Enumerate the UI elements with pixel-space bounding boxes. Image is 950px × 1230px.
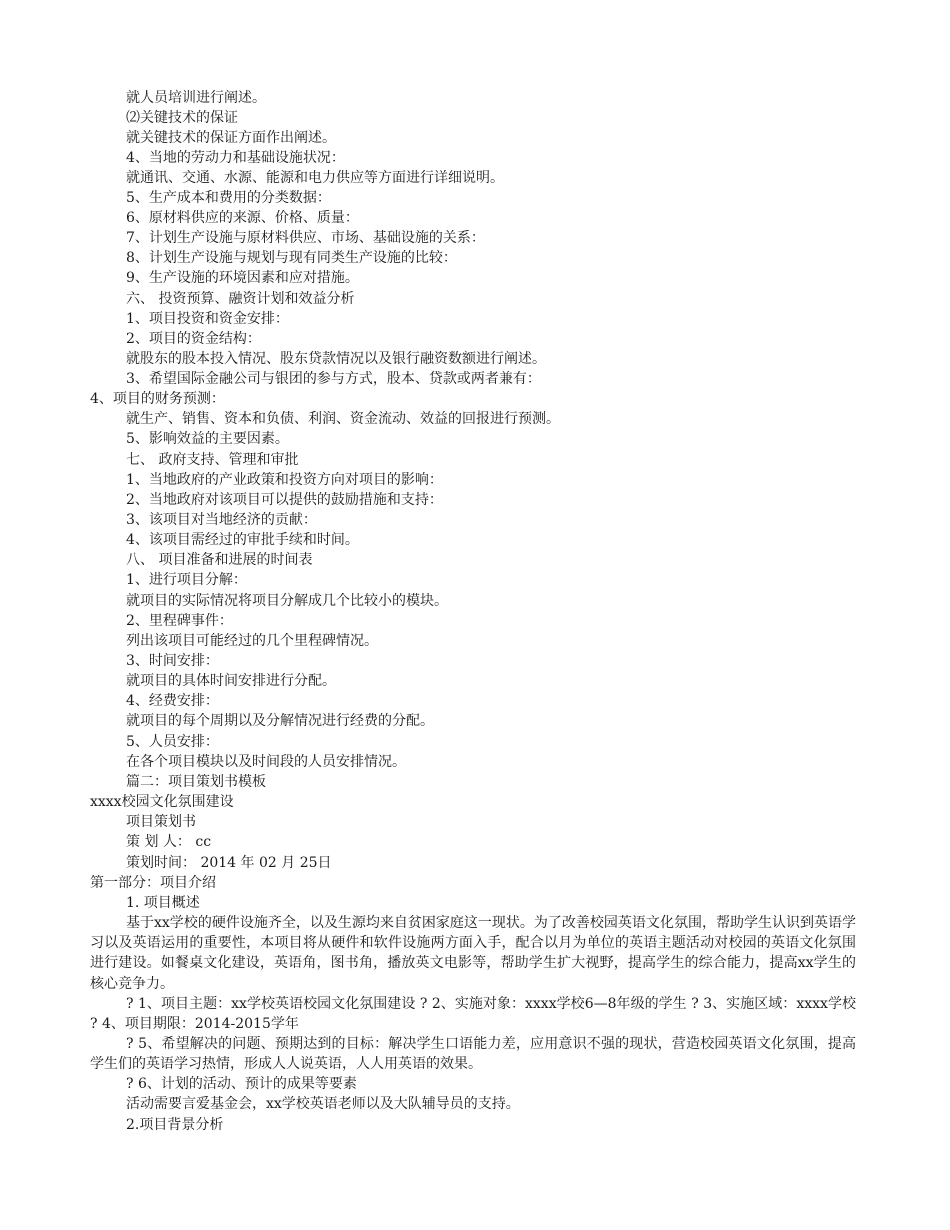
text-line: 5、生产成本和费用的分类数据：: [126, 190, 331, 206]
text-line: 3、时间安排：: [126, 653, 219, 669]
text-line: 2、项目的资金结构：: [126, 331, 261, 347]
text-line: 8、计划生产设施与规划与现有同类生产设施的比较：: [126, 250, 457, 266]
text-line: 2、当地政府对该项目可以提供的鼓励措施和支持：: [126, 492, 443, 508]
text-line: 列出该项目可能经过的几个里程碑情况。: [126, 633, 378, 649]
text-line: 就项目的每个周期以及分解情况进行经费的分配。: [126, 713, 434, 729]
text-line: 1、当地政府的产业政策和投资方向对项目的影响：: [126, 472, 443, 488]
text-line: 5、人员安排：: [126, 734, 219, 750]
section-heading: 八、 项目准备和进展的时间表: [126, 552, 313, 568]
text-line: 就生产、销售、资本和负债、利润、资金流动、效益的回报进行预测。: [126, 411, 560, 427]
subsection-heading: 2.项目背景分析: [126, 1117, 224, 1133]
text-line: ⑵关键技术的保证: [126, 110, 238, 126]
planner-line: 策 划 人： cc: [126, 834, 212, 850]
text-line: 活动需要言爱基金会，xx学校英语老师以及大队辅导员的支持。: [126, 1096, 520, 1112]
part-heading: 第一部分：项目介绍: [90, 875, 216, 891]
paragraph: [90, 913, 856, 994]
text-line: 就股东的股本投入情况、股东贷款情况以及银行融资数额进行阐述。: [126, 351, 546, 367]
text-line: 就项目的具体时间安排进行分配。: [126, 673, 336, 689]
project-title: xxxx校园文化氛围建设: [90, 794, 234, 810]
text-line: 项目策划书: [126, 814, 196, 830]
section-heading: 七、 政府支持、管理和审批: [126, 452, 299, 468]
text-line: 1、进行项目分解：: [126, 572, 247, 588]
subsection-heading: 1. 项目概述: [126, 895, 200, 911]
text-line: 3、希望国际金融公司与银团的参与方式，股本、贷款或两者兼有：: [126, 371, 541, 387]
text-line: 6、原材料供应的来源、价格、质量：: [126, 210, 359, 226]
paragraph-text: ? 1、项目主题：xx学校英语校园文化氛围建设 ? 2、实施对象：xxxx学校6—8年级的学生 ? 3、实施区域：xxxx学校 ? 4、项目期限：2014-2015学年: [90, 996, 856, 1033]
text-line: 2、里程碑事件：: [126, 613, 233, 629]
text-line: 4、该项目需经过的审批手续和时间。: [126, 532, 359, 548]
text-line: 就关键技术的保证方面作出阐述。: [126, 130, 336, 146]
planning-date-line: 策划时间： 2014 年 02 月 25日: [126, 855, 332, 871]
text-line: 4、当地的劳动力和基础设施状况：: [126, 150, 345, 166]
text-line: 就人员培训进行阐述。: [126, 90, 266, 106]
text-line: ? 6、计划的活动、预计的成果等要素: [126, 1076, 357, 1092]
text-line: 就项目的实际情况将项目分解成几个比较小的模块。: [126, 593, 448, 609]
text-line: 7、计划生产设施与原材料供应、市场、基础设施的关系：: [126, 230, 485, 246]
section-heading: 六、 投资预算、融资计划和效益分析: [126, 291, 355, 307]
paragraph: [90, 1034, 856, 1074]
paragraph: [90, 994, 856, 1034]
text-line: 4、项目的财务预测：: [90, 391, 225, 407]
text-line: 9、生产设施的环境因素和应对措施。: [126, 270, 359, 286]
text-line: 在各个项目模块以及时间段的人员安排情况。: [126, 754, 406, 770]
paragraph-text: ? 5、希望解决的问题、预期达到的目标：解决学生口语能力差，应用意识不强的现状，营造校园英语文化氛围，提高学生们的英语学习热情，形成人人说英语，人人用英语的效果。: [90, 1036, 856, 1073]
text-line: 4、经费安排：: [126, 693, 219, 709]
text-line: 3、该项目对当地经济的贡献：: [126, 512, 317, 528]
text-line: 就通讯、交通、水源、能源和电力供应等方面进行详细说明。: [126, 170, 504, 186]
chapter-heading: 篇二：项目策划书模板: [126, 774, 266, 790]
text-line: 5、影响效益的主要因素。: [126, 431, 289, 447]
paragraph-text: 基于xx学校的硬件设施齐全，以及生源均来自贫困家庭这一现状。为了改善校园英语文化氛围，帮助学生认识到英语学习以及英语运用的重要性，本项目将从硬件和软件设施两方面入手，配合以月为单位的英语主题活动对校园的英语文化氛围进行建设。如餐桌文化建设，英语角，图书角，播放英文电影等，帮助学生扩大视野，提高学生的综合能力，提高xx学生的核心竞争力。: [90, 915, 856, 992]
text-line: 1、项目投资和资金安排：: [126, 311, 289, 327]
